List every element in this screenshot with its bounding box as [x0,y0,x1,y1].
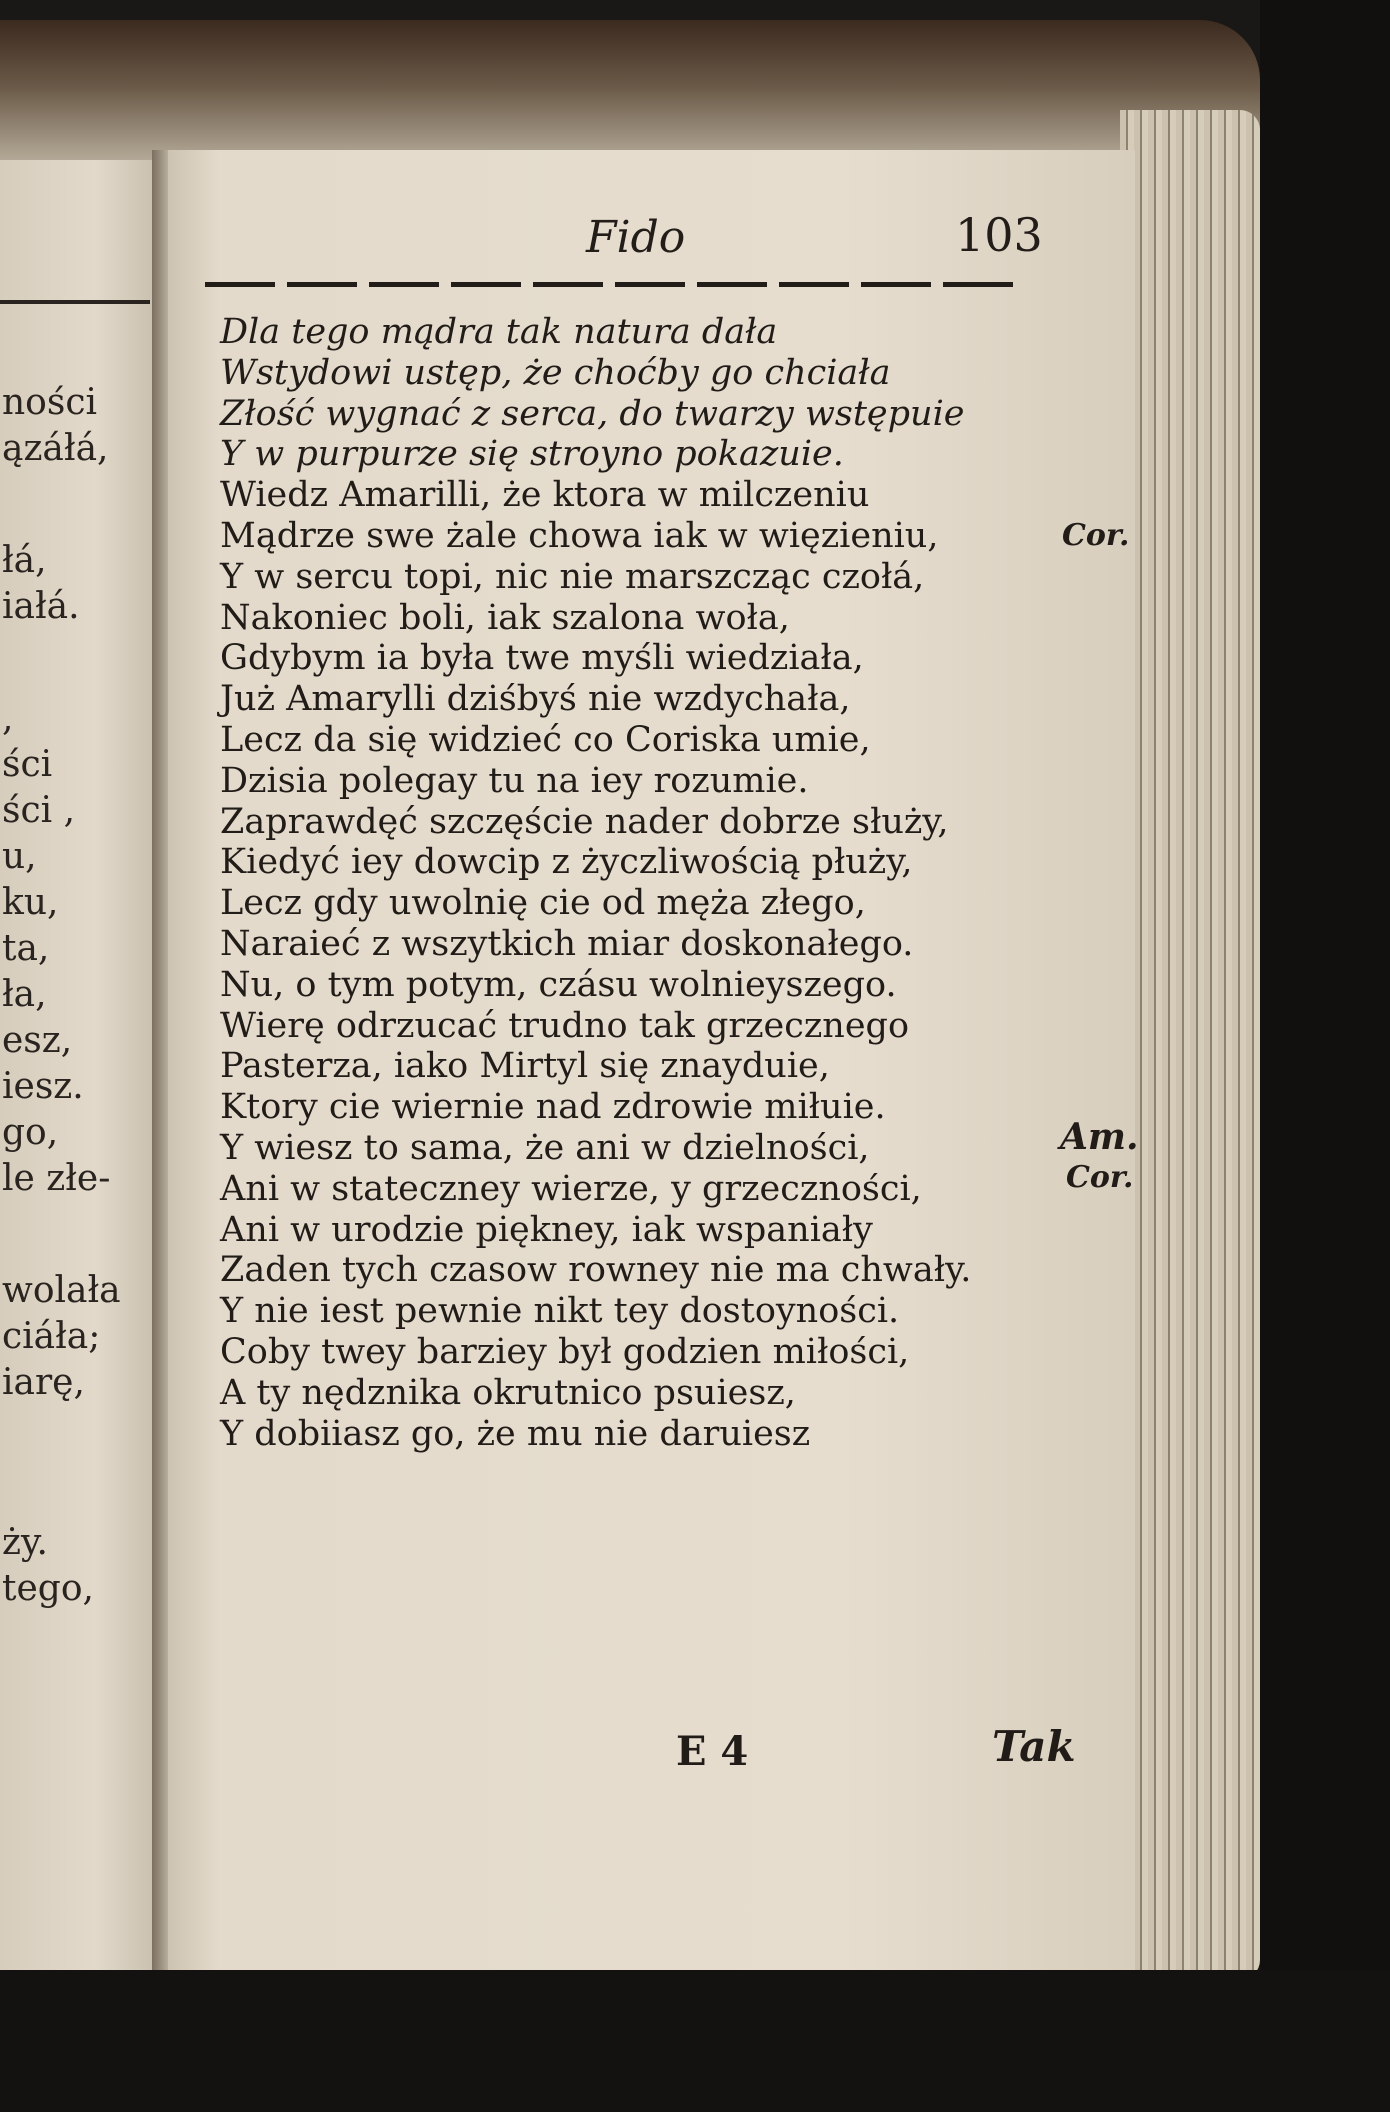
verse-line: Pasterza, iako Mirtyl się znayduie, [220,1046,830,1087]
verse-line: Y w purpurze się stroyno pokazuie. [220,434,844,475]
speaker-cor: Cor. [1062,518,1130,553]
left-line: ciáła; [2,1316,101,1357]
verse-line: Zaden tych czasow rowney nie ma chwały. [220,1250,972,1291]
verse-line: Mądrze swe żale chowa iak w więzieniu, [220,515,939,556]
left-line: u, [2,836,37,877]
left-line: ści , [2,790,76,831]
verse-line: Naraieć z wszytkich miar doskonałego. [220,923,914,964]
signature-mark: E 4 [676,1728,749,1775]
page-edges [1120,110,1260,1980]
verse-line: Dla tego mądra tak natura dała [220,312,778,352]
verse-line: Gdybym ia była twe myśli wiedziała, [220,638,864,679]
book-edge-top [0,20,1260,170]
verse-line: Nu, o tym potym, czásu wolnieyszego. [220,964,897,1005]
verse-line: Zaprawdęć szczęście nader dobrze służy, [220,801,949,842]
left-head-rule [0,300,150,304]
verse-line: Dzisia polegay tu na iey rozumie. [220,760,809,801]
left-line: ności [2,382,98,423]
verse-line: Wierę odrzucać trudno tak grzecznego [220,1005,910,1046]
speaker-cor: Cor. [1066,1160,1134,1195]
left-line: esz, [2,1020,73,1061]
catchword: Tak [992,1722,1076,1771]
left-line: ku, [2,882,59,923]
background-dark-bottom [0,1970,1390,2112]
left-line: iałá. [2,586,80,627]
verse-line: Y w sercu topi, nic nie marszcząc czołá, [220,556,925,597]
left-line: , [2,698,14,739]
left-line: le złe- [2,1158,111,1199]
left-line: ła, [2,974,47,1015]
page-number: 103 [955,208,1043,262]
left-line: iarę, [2,1362,85,1403]
left-line: ży. [2,1522,48,1563]
left-page [0,160,158,1970]
left-line: ązáłá, [2,428,109,469]
verse-line: Ktory cie wiernie nad zdrowie miłuie. [220,1087,886,1128]
left-line: wolała [2,1270,121,1311]
verse-line: Nakoniec boli, iak szalona woła, [220,597,790,638]
left-line: go, [2,1112,59,1153]
verse-line: Kiedyć iey dowcip z życzliwością płuży, [220,842,913,883]
head-rule [205,282,1020,287]
left-line: ści [2,744,53,785]
verse-line: Lecz gdy uwolnię cie od męża złego, [220,883,866,924]
verse-line: Złość wygnać z serca, do twarzy wstępuie [220,393,965,434]
verse-line: Ani w stateczney wierze, y grzeczności, [220,1168,922,1209]
running-head: Fido [586,212,686,263]
verse-line: Wstydowi ustęp, że choćby go chciała [220,352,891,393]
verse-line: Wiedz Amarilli, że ktora w milczeniu [220,475,870,516]
verse-line: Y wiesz to sama, że ani w dzielności, [220,1127,870,1168]
left-line: tego, [2,1568,94,1609]
verse-line: A ty nędznika okrutnico psuiesz, [220,1372,796,1413]
background-dark-right [1260,0,1390,2112]
left-line: łá, [2,540,47,581]
verse-line: Ani w urodzie piękney, iak wspaniały [220,1209,873,1250]
verse-line: Coby twey barziey był godzien miłości, [220,1331,910,1372]
left-line: ta, [2,928,50,969]
book-gutter [152,150,168,1970]
verse-line: Lecz da się widzieć co Coriska umie, [220,719,871,760]
verse-line: Y nie iest pewnie nikt tey dostoyności. [220,1291,900,1332]
verse-line: Y dobiiasz go, że mu nie daruiesz [220,1413,811,1454]
speaker-am: Am. [1060,1116,1139,1158]
verse-line: Już Amarylli dziśbyś nie wzdychała, [220,679,851,720]
left-line: iesz. [2,1066,84,1107]
verse-text [220,312,1100,1454]
